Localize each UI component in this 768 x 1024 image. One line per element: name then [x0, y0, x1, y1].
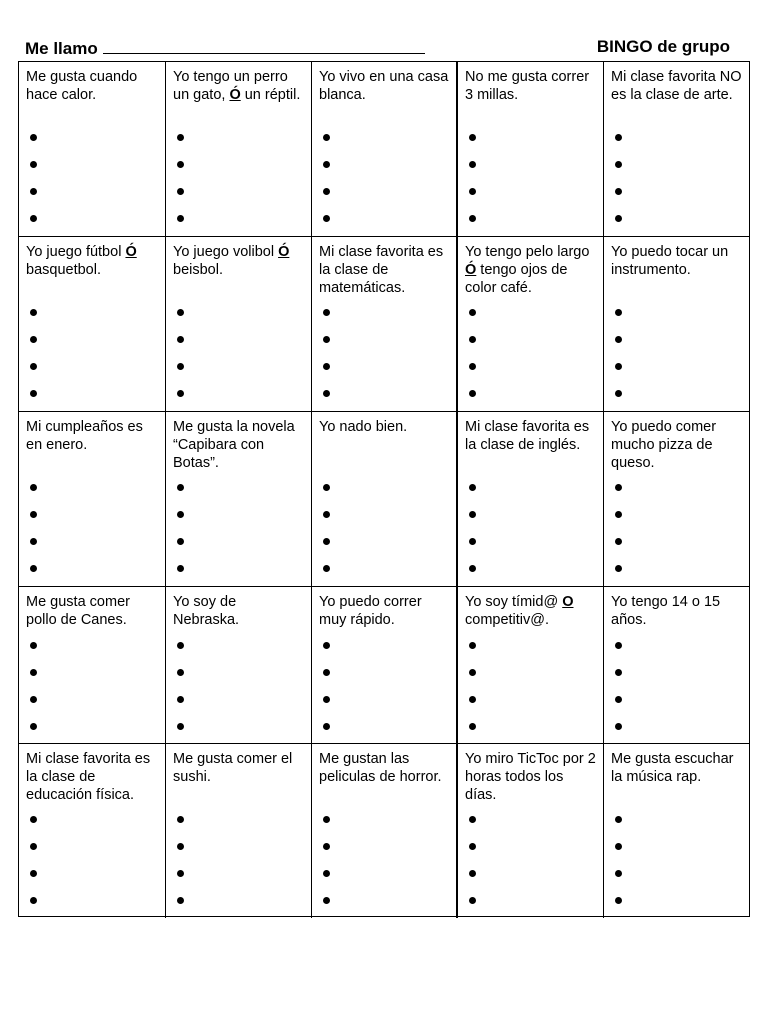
prompt-emphasis: Ó [465, 262, 477, 278]
prompt-text: Yo vivo en una casa blanca. [319, 69, 449, 103]
prompt-text: tengo ojos de color café. [465, 262, 568, 296]
bingo-cell-r2-c1 [19, 237, 166, 412]
bingo-cell-r5-c3 [312, 744, 458, 918]
prompt-text: Yo soy tímid@ [465, 594, 563, 610]
bingo-cell-r4-c2 [166, 587, 312, 744]
worksheet-title: BINGO de grupo [596, 37, 730, 56]
prompt-text: Me gusta la novela “Capibara con Botas”. [173, 419, 295, 471]
bingo-cell-prompt [465, 750, 597, 804]
bingo-cell-r4-c5 [604, 587, 749, 744]
prompt-text: Yo tengo pelo largo [465, 244, 590, 260]
prompt-text: beisbol. [173, 262, 223, 278]
bingo-cell-prompt [26, 750, 159, 804]
bingo-cell-prompt [465, 243, 597, 297]
bingo-cell-prompt [173, 750, 305, 786]
bingo-cell-r5-c4 [458, 744, 604, 918]
prompt-text: Yo soy de Nebraska. [173, 594, 240, 628]
bingo-cell-prompt [319, 750, 450, 786]
bingo-cell-prompt [319, 68, 450, 104]
bingo-cell-r3-c3 [312, 412, 458, 587]
worksheet-header [25, 37, 730, 59]
bingo-cell-prompt [319, 418, 450, 436]
bingo-cell-prompt [611, 418, 743, 472]
bingo-cell-r3-c2 [166, 412, 312, 587]
bingo-cell-prompt [611, 750, 743, 786]
bingo-cell-r1-c3 [312, 62, 458, 237]
bingo-cell-r3-c1 [19, 412, 166, 587]
bingo-cell-r2-c3 [312, 237, 458, 412]
prompt-emphasis: Ó [229, 87, 241, 103]
bingo-cell-r5-c2 [166, 744, 312, 918]
bingo-cell-prompt [319, 243, 450, 297]
bingo-cell-r1-c4 [458, 62, 604, 237]
bingo-cell-r5-c5 [604, 744, 749, 918]
prompt-text: Yo tengo 14 o 15 años. [611, 594, 721, 628]
prompt-text: basquetbol. [26, 262, 101, 278]
prompt-text: Me gusta escuchar la música rap. [611, 751, 734, 785]
bingo-cell-r4-c4 [458, 587, 604, 744]
prompt-text: un réptil. [240, 87, 301, 103]
bingo-cell-r2-c5 [604, 237, 749, 412]
prompt-text: Mi clase favorita NO es la clase de arte. [611, 69, 742, 103]
name-field [25, 37, 425, 59]
prompt-text: Yo puedo tocar un instrumento. [611, 244, 729, 278]
bingo-cell-prompt [173, 418, 305, 472]
prompt-text: Me gusta comer el sushi. [173, 751, 293, 785]
bingo-cell-prompt [611, 243, 743, 279]
prompt-text: Yo puedo correr muy rápido. [319, 594, 422, 628]
prompt-emphasis: O [562, 594, 574, 610]
bingo-cell-prompt [26, 68, 159, 104]
bingo-cell-r2-c2 [166, 237, 312, 412]
bingo-cell-r3-c5 [604, 412, 749, 587]
prompt-text: Mi clase favorita es la clase de educación física. [26, 751, 151, 803]
prompt-text: Me gusta comer pollo de Canes. [26, 594, 130, 628]
prompt-text: Yo nado bien. [319, 419, 408, 435]
bingo-cell-prompt [465, 418, 597, 454]
bingo-cell-r1-c2 [166, 62, 312, 237]
prompt-text: Yo juego fútbol [26, 244, 126, 260]
prompt-text: Mi clase favorita es la clase de inglés. [465, 419, 590, 453]
prompt-text: Yo miro TicToc por 2 horas todos los días. [465, 751, 596, 803]
name-label: Me llamo [25, 39, 98, 58]
bingo-cell-prompt [465, 593, 597, 629]
prompt-text: Me gusta cuando hace calor. [26, 69, 138, 103]
prompt-text: No me gusta correr 3 millas. [465, 69, 590, 103]
bingo-cell-prompt [611, 68, 743, 104]
bingo-cell-r4-c3 [312, 587, 458, 744]
prompt-text: Yo tengo un perro un gato, [173, 69, 288, 103]
prompt-text: Yo juego volibol [173, 244, 279, 260]
prompt-text: competitiv@. [465, 612, 550, 628]
bingo-cell-prompt [465, 68, 597, 104]
prompt-text: Mi cumpleaños es en enero. [26, 419, 143, 453]
bingo-cell-r1-c5 [604, 62, 749, 237]
bingo-cell-prompt [611, 593, 743, 629]
prompt-emphasis: Ó [125, 244, 137, 260]
bingo-cell-prompt [173, 68, 305, 104]
bingo-cell-prompt [319, 593, 450, 629]
bingo-cell-prompt [173, 243, 305, 279]
prompt-text: Me gustan las peliculas de horror. [319, 751, 442, 785]
bingo-cell-r3-c4 [458, 412, 604, 587]
bingo-cell-prompt [26, 593, 159, 629]
bingo-cell-r1-c1 [19, 62, 166, 237]
prompt-text: Yo puedo comer mucho pizza de queso. [611, 419, 717, 471]
bingo-cell-r5-c1 [19, 744, 166, 918]
prompt-emphasis: Ó [278, 244, 290, 260]
bingo-cell-prompt [26, 418, 159, 454]
name-blank-line[interactable] [103, 37, 425, 54]
bingo-cell-r2-c4 [458, 237, 604, 412]
bingo-grid [18, 61, 750, 917]
prompt-text: Mi clase favorita es la clase de matemáticas. [319, 244, 444, 296]
bingo-cell-prompt [173, 593, 305, 629]
bingo-cell-prompt [26, 243, 159, 279]
bingo-cell-r4-c1 [19, 587, 166, 744]
